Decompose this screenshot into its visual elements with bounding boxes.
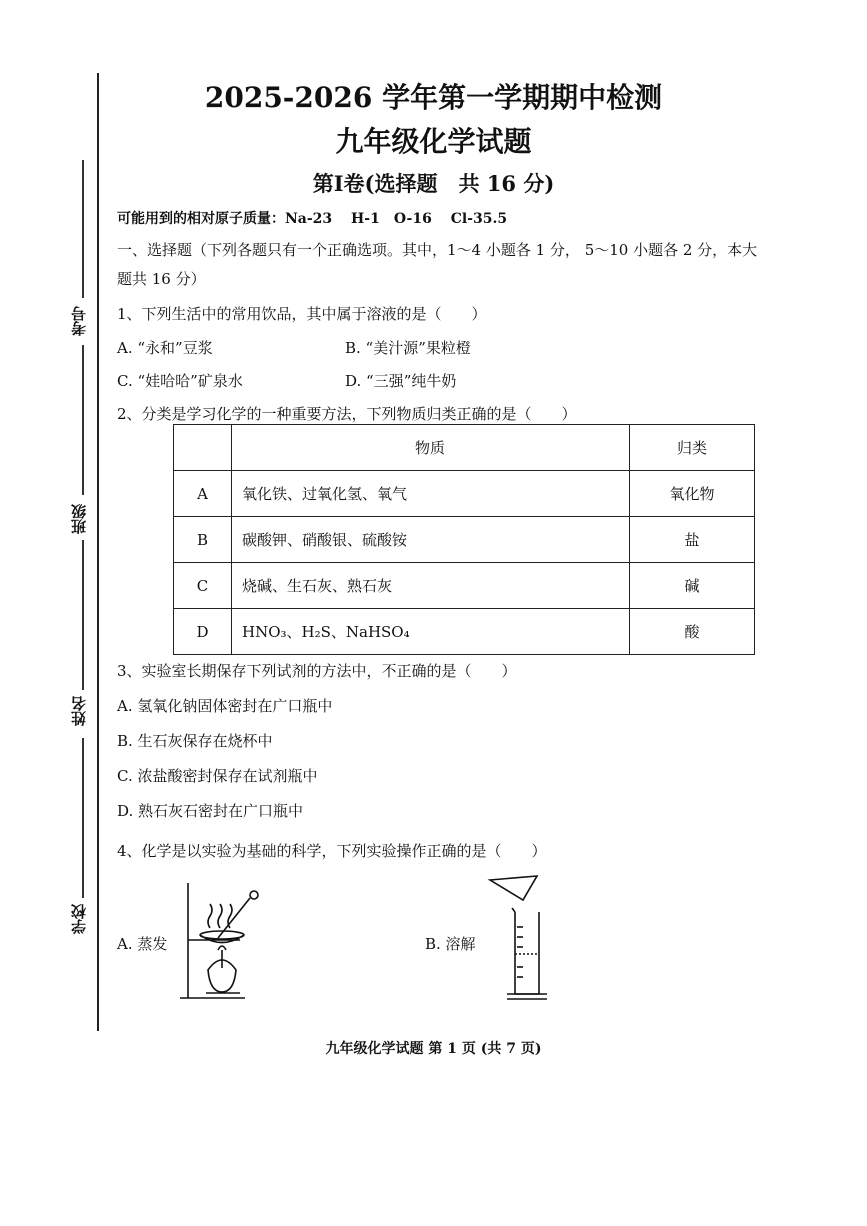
table-row <box>174 609 755 655</box>
section-title: 第Ⅰ卷(选择题 共 16 分) <box>312 171 555 196</box>
q3-option-c: C. 浓盐酸密封保存在试剂瓶中 <box>117 767 318 785</box>
exam-number-label: 考号 <box>70 306 88 336</box>
q1-option-c: C. “娃哈哈”矿泉水 <box>117 372 243 390</box>
page-footer: 九年级化学试题 第 1 页 (共 7 页) <box>325 1041 542 1057</box>
name-label: 姓名 <box>70 696 88 726</box>
q1-stem: 1、下列生活中的常用饮品，其中属于溶液的是（ ） <box>117 305 487 323</box>
table-cell: 盐 <box>630 517 755 563</box>
binding-line <box>97 73 99 1031</box>
school-rule <box>82 738 84 898</box>
table-header-row <box>174 425 755 471</box>
table-row <box>174 471 755 517</box>
atomic-masses: 可能用到的相对原子质量：Na-23 H-1 O-16 Cl-35.5 <box>117 211 508 227</box>
table-cell: B <box>174 517 232 563</box>
table-cell: 烧碱、生石灰、熟石灰 <box>232 563 630 609</box>
table-cell: 碱 <box>630 563 755 609</box>
table-cell: C <box>174 563 232 609</box>
school-label: 学校 <box>70 904 88 934</box>
q2-stem: 2、分类是学习化学的一种重要方法，下列物质归类正确的是（ ） <box>117 405 577 423</box>
table-cell: 氧化物 <box>630 471 755 517</box>
class-label: 班级 <box>70 504 88 534</box>
table-cell: 酸 <box>630 609 755 655</box>
table-cell: HNO₃、H₂S、NaHSO₄ <box>232 609 630 655</box>
classification-table <box>173 424 755 655</box>
q3-option-a: A. 氢氧化钠固体密封在广口瓶中 <box>117 697 333 715</box>
name-rule <box>82 540 84 690</box>
q4-stem: 4、化学是以实验为基础的科学，下列实验操作正确的是（ ） <box>117 842 547 860</box>
exam-subtitle: 九年级化学试题 <box>335 125 532 158</box>
q1-option-d: D. “三强”纯牛奶 <box>345 372 457 390</box>
q1-option-a: A. “永和”豆浆 <box>117 339 213 357</box>
table-cell: 氧化铁、过氧化氢、氧气 <box>232 471 630 517</box>
table-cell: A <box>174 471 232 517</box>
table-header-cell: 物质 <box>232 425 630 471</box>
q3-option-d: D. 熟石灰石密封在广口瓶中 <box>117 802 304 820</box>
q4-option-a: A. 蒸发 <box>117 935 168 953</box>
class-rule <box>82 345 84 495</box>
q4-option-b: B. 溶解 <box>425 935 476 953</box>
q3-option-b: B. 生石灰保存在烧杯中 <box>117 732 273 750</box>
table-row <box>174 563 755 609</box>
evaporation-apparatus-illustration <box>170 878 270 1003</box>
dissolution-cylinder-illustration <box>485 872 565 1007</box>
q1-option-b: B. “美汁源”果粒橙 <box>345 339 471 357</box>
table-row <box>174 517 755 563</box>
q3-stem: 3、实验室长期保存下列试剂的方法中，不正确的是（ ） <box>117 662 517 680</box>
exam-title: 2025-2026 学年第一学期期中检测 <box>204 81 663 114</box>
table-header-cell: 归类 <box>630 425 755 471</box>
table-cell: 碳酸钾、硝酸银、硫酸铵 <box>232 517 630 563</box>
table-cell: D <box>174 609 232 655</box>
instructions-line2: 题共 16 分） <box>117 270 206 288</box>
instructions-line1: 一、选择题（下列各题只有一个正确选项。其中，1～4 小题各 1 分， 5～10 小题各 2 分，本大 <box>117 241 758 259</box>
table-header-cell <box>174 425 232 471</box>
